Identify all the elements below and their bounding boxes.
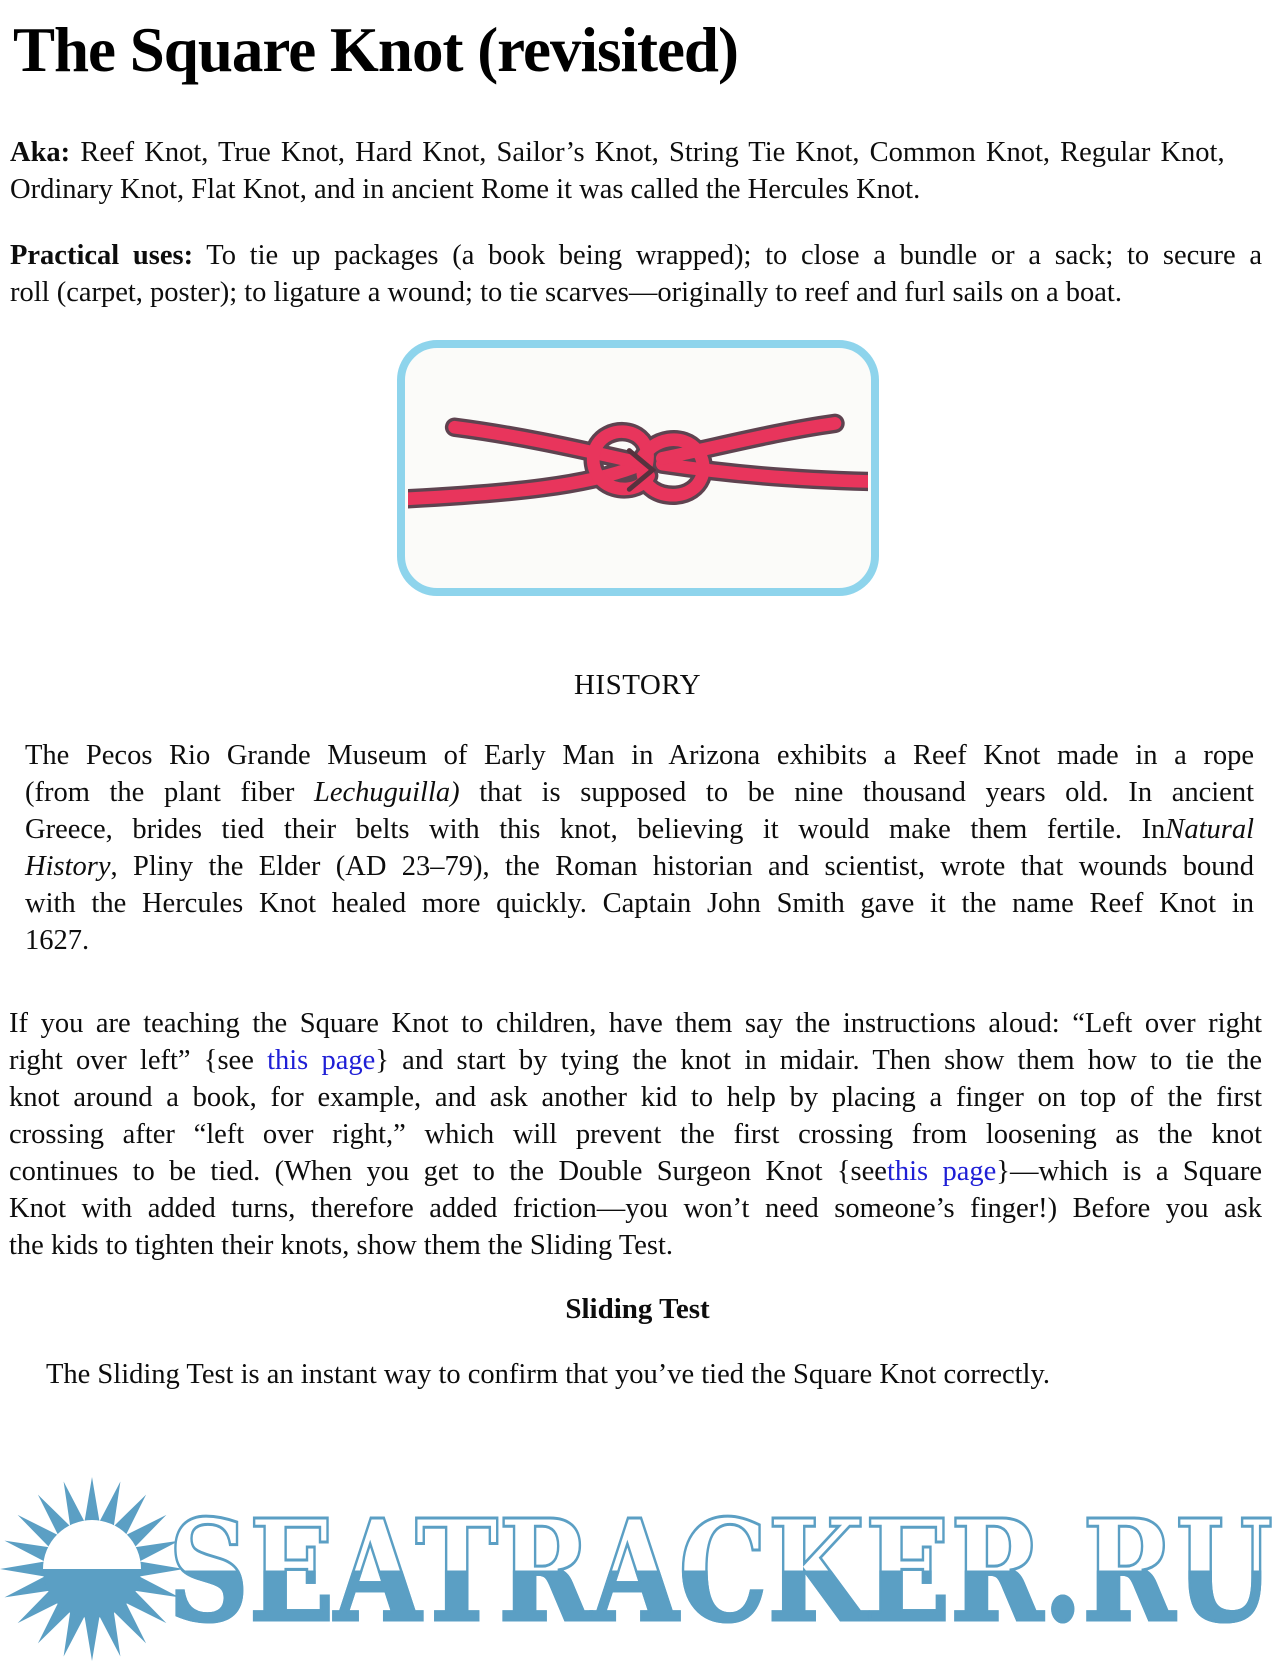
history-text: (from the plant fiber bbox=[25, 777, 314, 809]
text-line bbox=[10, 237, 1262, 274]
sliding-test-heading: Sliding Test bbox=[565, 1293, 710, 1326]
text-line: crossing after “left over right,” which will prevent the first crossing from loosening as the knot bbox=[9, 1119, 1262, 1151]
knot-illustration bbox=[397, 340, 879, 596]
text-line bbox=[9, 1153, 1262, 1190]
teaching-text: right over left” {see bbox=[9, 1045, 268, 1077]
text-line: The Pecos Rio Grande Museum of Early Man in Arizona exhibits a Reef Knot made in a rope bbox=[25, 740, 1254, 772]
italic-term: Lechuguilla) bbox=[313, 777, 460, 809]
text-line: Ordinary Knot, Flat Knot, and in ancient Rome it was called the Hercules Knot. bbox=[10, 174, 921, 206]
text-line bbox=[9, 1042, 1262, 1079]
aka-label: Aka: bbox=[10, 137, 71, 169]
watermark bbox=[0, 1471, 1275, 1666]
document-page bbox=[0, 15, 1275, 1654]
sliding-test-paragraph: The Sliding Test is an instant way to confirm that you’ve tied the Square Knot correctly. bbox=[46, 1359, 1050, 1391]
text-line bbox=[10, 134, 1275, 171]
text-line: with the Hercules Knot healed more quickly. Captain John Smith gave it the name Reef Knot in bbox=[25, 888, 1254, 920]
teaching-paragraph bbox=[0, 1005, 1275, 1264]
italic-term: History bbox=[25, 851, 111, 883]
practical-uses-paragraph bbox=[0, 237, 1275, 311]
text-line: Knot with added turns, therefore added friction—you won’t need someone’s finger!) Before you ask bbox=[9, 1193, 1262, 1225]
italic-term: Natural bbox=[1165, 814, 1254, 846]
page-title: The Square Knot (revisited) bbox=[13, 15, 738, 85]
this-page-link[interactable]: this page bbox=[267, 1045, 376, 1077]
text-line bbox=[25, 774, 1254, 811]
teaching-text: }—which is a Square bbox=[996, 1156, 1262, 1188]
history-heading: HISTORY bbox=[573, 669, 702, 702]
text-line: 1627. bbox=[25, 925, 90, 957]
text-line: roll (carpet, poster); to ligature a wound; to tie scarves—originally to reef and furl sails on a boat. bbox=[10, 277, 1122, 309]
practical-uses-label: Practical uses: bbox=[10, 240, 194, 272]
text-line: knot around a book, for example, and ask another kid to help by placing a finger on top of the first bbox=[9, 1082, 1262, 1114]
practical-uses-text: To tie up packages (a book being wrapped); to close a bundle or a sack; to secure a bbox=[193, 240, 1263, 272]
sun-icon bbox=[0, 1471, 185, 1666]
aka-names: Reef Knot, True Knot, Hard Knot, Sailor’s Knot, String Tie Knot, Common Knot, Regular Knot, bbox=[70, 137, 1225, 169]
text-line bbox=[25, 848, 1254, 885]
square-knot-image bbox=[408, 350, 868, 586]
teaching-text: } and start by tying the knot in midair. Then show them how to tie the bbox=[375, 1045, 1262, 1077]
history-text: Greece, brides tied their belts with this knot, believing it would make them fertile. In bbox=[25, 814, 1166, 846]
text-line: If you are teaching the Square Knot to children, have them say the instructions aloud: “Left over right bbox=[9, 1008, 1262, 1040]
history-paragraph bbox=[0, 737, 1275, 959]
teaching-text: continues to be tied. (When you get to the Double Surgeon Knot {see bbox=[9, 1156, 887, 1188]
history-text: , Pliny the Elder (AD 23–79), the Roman historian and scientist, wrote that wounds bound bbox=[110, 851, 1254, 883]
watermark-text: SEATRACKER.RU bbox=[168, 1490, 1274, 1654]
text-line bbox=[25, 811, 1254, 848]
aka-paragraph bbox=[0, 134, 1275, 208]
text-line: the kids to tighten their knots, show them the Sliding Test. bbox=[9, 1230, 674, 1262]
history-text: that is supposed to be nine thousand years old. In ancient bbox=[459, 777, 1254, 809]
this-page-link[interactable]: this page bbox=[886, 1156, 997, 1188]
